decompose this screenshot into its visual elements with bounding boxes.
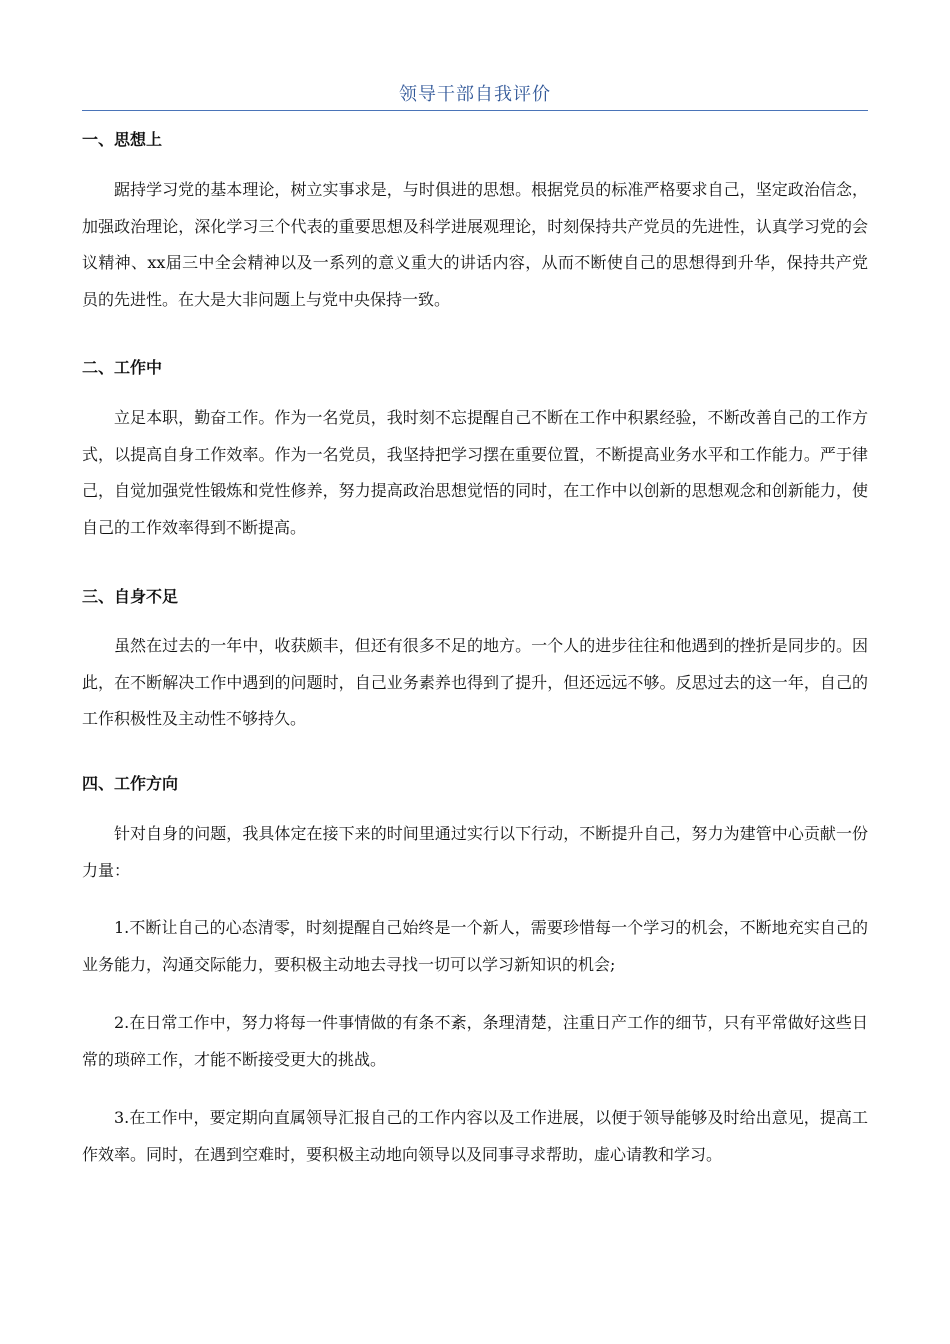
section-heading-direction: 四、工作方向 — [82, 774, 179, 793]
title-underline — [82, 110, 868, 111]
section-work-paragraph: 立足本职，勤奋工作。作为一名党员，我时刻不忘提醒自己不断在工作中积累经验，不断改善自己的工作方式，以提高自身工作效率。作为一名党员，我坚持把学习摆在重要位置，不断提高业务水平和工作能力。严于律己，自觉加强党性锻炼和党性修养，努力提高政治思想觉悟的同时，在工作中以创新的思想观念和创新能力，使自己的工作效率得到不断提高。 — [82, 408, 868, 537]
section-thought-paragraph: 踞持学习党的基本理论，树立实事求是，与时俱进的思想。根据党员的标准严格要求自己，坚定政治信念，加强政治理论，深化学习三个代表的重要思想及科学进展观理论，时刻保持共产党员的先进性，认真学习党的会议精神、xx届三中全会精神以及一系列的意义重大的讲话内容，从而不断使自己的思想得到升华，保持共产党员的先进性。在大是大非问题上与党中央保持一致。 — [82, 180, 868, 309]
section-heading-shortcomings: 三、自身不足 — [82, 587, 179, 606]
document-title: 领导干部自我评价 — [399, 84, 551, 105]
section-direction-item-2: 2.在日常工作中，努力将每一件事情做的有条不紊，条理清楚，注重日产工作的细节，只有平常做好这些日常的琐碎工作，才能不断接受更大的挑战。 — [82, 1013, 868, 1069]
section-heading-thought: 一、思想上 — [82, 130, 163, 149]
section-direction-item-1: 1.不断让自己的心态清零，时刻提醒自己始终是一个新人，需要珍惜每一个学习的机会，不断地充实自己的业务能力，沟通交际能力，要积极主动地去寻找一切可以学习新知识的机会; — [82, 918, 868, 974]
section-direction-intro: 针对自身的问题，我具体定在接下来的时间里通过实行以下行动，不断提升自己，努力为建管中心贡献一份力量： — [82, 824, 868, 880]
section-direction-item-3: 3.在工作中，要定期向直属领导汇报自己的工作内容以及工作进展，以便于领导能够及时给出意见，提高工作效率。同时，在遇到空难时，要积极主动地向领导以及同事寻求帮助，虚心请教和学习。 — [82, 1108, 868, 1164]
section-shortcomings-paragraph: 虽然在过去的一年中，收获颇丰，但还有很多不足的地方。一个人的进步往往和他遇到的挫折是同步的。因此，在不断解决工作中遇到的问题时，自己业务素养也得到了提升，但还远远不够。反思过去的这一年，自己的工作积极性及主动性不够持久。 — [82, 636, 868, 728]
section-heading-work: 二、工作中 — [82, 358, 163, 377]
